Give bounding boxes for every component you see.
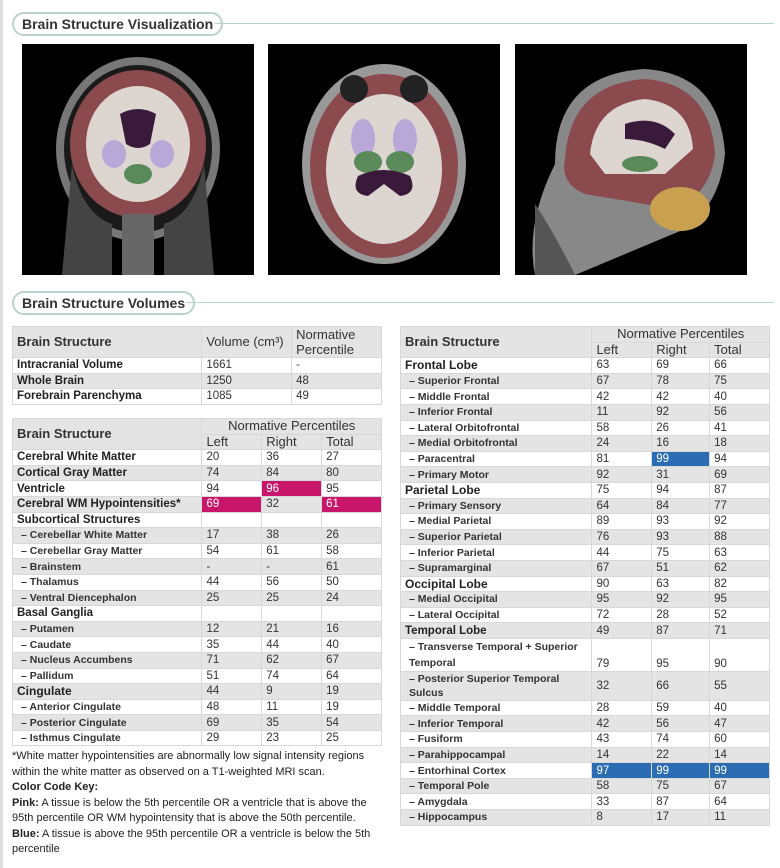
value-cell: 28 bbox=[652, 607, 710, 623]
value-cell: 1250 bbox=[202, 373, 292, 389]
table-row bbox=[13, 543, 382, 559]
value-cell: 49 bbox=[592, 623, 652, 639]
structure-label: – Supramarginal bbox=[401, 560, 592, 576]
table-row bbox=[13, 528, 382, 544]
value-cell: 19 bbox=[322, 699, 382, 715]
volume-table bbox=[12, 326, 382, 405]
table-row bbox=[401, 763, 770, 779]
value-cell: 81 bbox=[592, 451, 652, 467]
value-cell: 95 bbox=[322, 481, 382, 497]
table-row bbox=[13, 481, 382, 497]
table-row bbox=[401, 389, 770, 405]
right-percentile-table bbox=[400, 326, 770, 826]
value-cell: 17 bbox=[202, 528, 262, 544]
value-cell: 87 bbox=[652, 794, 710, 810]
value-cell: 24 bbox=[592, 436, 652, 452]
value-cell: 92 bbox=[710, 514, 770, 530]
table-row bbox=[13, 389, 382, 405]
value-cell: 44 bbox=[202, 574, 262, 590]
value-cell: 61 bbox=[262, 543, 322, 559]
value-cell: 51 bbox=[202, 668, 262, 684]
value-cell: 71 bbox=[202, 652, 262, 668]
structure-label: – Medial Parietal bbox=[401, 514, 592, 530]
structure-label: – Inferior Temporal bbox=[401, 716, 592, 732]
value-cell: 25 bbox=[322, 730, 382, 746]
value-cell: 67 bbox=[592, 373, 652, 389]
structure-label: – Paracentral bbox=[401, 451, 592, 467]
value-cell: 42 bbox=[592, 716, 652, 732]
value-cell: 58 bbox=[592, 420, 652, 436]
structure-label: – Fusiform bbox=[401, 732, 592, 748]
table-row bbox=[13, 358, 382, 374]
table-row bbox=[13, 559, 382, 575]
value-cell: 66 bbox=[652, 671, 710, 700]
structure-label: Ventricle bbox=[13, 481, 202, 497]
value-cell: 77 bbox=[710, 498, 770, 514]
value-cell bbox=[262, 512, 322, 528]
value-cell: 47 bbox=[710, 716, 770, 732]
blue-key-label: Blue: bbox=[12, 827, 40, 840]
value-cell: 56 bbox=[710, 404, 770, 420]
value-cell: 75 bbox=[652, 545, 710, 561]
header-row bbox=[401, 327, 770, 343]
table-row bbox=[401, 514, 770, 530]
value-cell: 23 bbox=[262, 730, 322, 746]
table-row bbox=[401, 545, 770, 561]
visualization-section-header bbox=[12, 11, 223, 36]
value-cell: 75 bbox=[710, 373, 770, 389]
table-row bbox=[13, 574, 382, 590]
table-row bbox=[401, 700, 770, 716]
header-structure: Brain Structure bbox=[401, 327, 592, 358]
value-cell: 89 bbox=[592, 514, 652, 530]
value-cell bbox=[202, 606, 262, 622]
value-cell: 42 bbox=[652, 389, 710, 405]
value-cell: 54 bbox=[202, 543, 262, 559]
value-cell: 90 bbox=[710, 638, 770, 671]
value-cell: 74 bbox=[202, 465, 262, 481]
header-row bbox=[13, 419, 382, 435]
structure-label: – Cerebellar White Matter bbox=[13, 528, 202, 544]
value-cell: 64 bbox=[592, 498, 652, 514]
value-cell: 78 bbox=[652, 373, 710, 389]
value-cell: 93 bbox=[652, 529, 710, 545]
table-row bbox=[401, 607, 770, 623]
value-cell: 44 bbox=[592, 545, 652, 561]
header-structure: Brain Structure bbox=[13, 327, 202, 358]
structure-label: – Inferior Parietal bbox=[401, 545, 592, 561]
value-cell: 27 bbox=[322, 450, 382, 466]
value-cell: 82 bbox=[710, 576, 770, 592]
structure-label: Frontal Lobe bbox=[401, 358, 592, 374]
structure-label: Parietal Lobe bbox=[401, 482, 592, 498]
mri-sagittal-image bbox=[515, 44, 747, 275]
value-cell: 92 bbox=[592, 467, 652, 483]
value-cell: 41 bbox=[710, 420, 770, 436]
table-row bbox=[401, 732, 770, 748]
value-cell: 66 bbox=[710, 358, 770, 374]
structure-label: – Inferior Frontal bbox=[401, 404, 592, 420]
value-cell: 40 bbox=[710, 389, 770, 405]
pink-key-label: Pink: bbox=[12, 796, 39, 809]
value-cell: 64 bbox=[710, 794, 770, 810]
table-row bbox=[13, 652, 382, 668]
value-cell: 35 bbox=[202, 637, 262, 653]
header-left: Left bbox=[592, 342, 652, 358]
value-cell: 90 bbox=[592, 576, 652, 592]
structure-label: Basal Ganglia bbox=[13, 606, 202, 622]
value-cell: 25 bbox=[202, 590, 262, 606]
table-row bbox=[13, 637, 382, 653]
table-row bbox=[13, 512, 382, 528]
page-border bbox=[0, 0, 3, 868]
structure-label: – Posterior Cingulate bbox=[13, 715, 202, 731]
table-row bbox=[13, 606, 382, 622]
header-right: Right bbox=[652, 342, 710, 358]
value-cell: 71 bbox=[710, 623, 770, 639]
value-cell: 25 bbox=[262, 590, 322, 606]
table-row bbox=[401, 451, 770, 467]
table-row bbox=[13, 590, 382, 606]
header-right: Right bbox=[262, 434, 322, 450]
value-cell: 80 bbox=[322, 465, 382, 481]
value-cell bbox=[262, 606, 322, 622]
value-cell: 11 bbox=[262, 699, 322, 715]
wm-footnote: *White matter hypointensities are abnormally low signal intensity regions within the white matter as observed on a T1-weighted MRI scan. bbox=[12, 750, 365, 778]
value-cell-blue: 99 bbox=[652, 451, 710, 467]
structure-label: – Superior Parietal bbox=[401, 529, 592, 545]
value-cell: 75 bbox=[592, 482, 652, 498]
structure-label: – Caudate bbox=[13, 637, 202, 653]
table-row bbox=[401, 778, 770, 794]
table-row bbox=[401, 592, 770, 608]
value-cell: 63 bbox=[592, 358, 652, 374]
value-cell: 69 bbox=[202, 715, 262, 731]
structure-label: – Pallidum bbox=[13, 668, 202, 684]
table-row bbox=[13, 496, 382, 512]
structure-label: Cingulate bbox=[13, 684, 202, 700]
table-row bbox=[401, 373, 770, 389]
value-cell: 8 bbox=[592, 810, 652, 826]
value-cell: 74 bbox=[262, 668, 322, 684]
value-cell: - bbox=[202, 559, 262, 575]
value-cell: 24 bbox=[322, 590, 382, 606]
value-cell: 93 bbox=[652, 514, 710, 530]
value-cell: 48 bbox=[202, 699, 262, 715]
value-cell: 21 bbox=[262, 621, 322, 637]
structure-label: – Medial Occipital bbox=[401, 592, 592, 608]
table-row bbox=[401, 404, 770, 420]
mri-axial-image bbox=[268, 44, 500, 275]
mri-coronal-image bbox=[22, 44, 254, 275]
value-cell: 32 bbox=[262, 496, 322, 512]
value-cell: 76 bbox=[592, 529, 652, 545]
value-cell: 32 bbox=[592, 671, 652, 700]
structure-label: – Hippocampus bbox=[401, 810, 592, 826]
table-row bbox=[13, 373, 382, 389]
table-row bbox=[401, 358, 770, 374]
value-cell: 35 bbox=[262, 715, 322, 731]
table-row bbox=[401, 482, 770, 498]
value-cell: 26 bbox=[322, 528, 382, 544]
value-cell: - bbox=[262, 559, 322, 575]
value-cell: 50 bbox=[322, 574, 382, 590]
table-row bbox=[13, 621, 382, 637]
value-cell: 60 bbox=[710, 732, 770, 748]
value-cell: 11 bbox=[710, 810, 770, 826]
table-row bbox=[401, 671, 770, 700]
section-title: Brain Structure Visualization bbox=[12, 12, 223, 36]
value-cell: 16 bbox=[322, 621, 382, 637]
value-cell: 49 bbox=[292, 389, 382, 405]
footnote bbox=[12, 749, 384, 858]
structure-label: – Superior Frontal bbox=[401, 373, 592, 389]
structure-label: – Temporal Pole bbox=[401, 778, 592, 794]
value-cell: 61 bbox=[322, 559, 382, 575]
value-cell: 58 bbox=[322, 543, 382, 559]
table-row bbox=[13, 465, 382, 481]
value-cell: 44 bbox=[202, 684, 262, 700]
value-cell: 94 bbox=[202, 481, 262, 497]
structure-label: – Medial Orbitofrontal bbox=[401, 436, 592, 452]
value-cell: 75 bbox=[652, 778, 710, 794]
value-cell: 40 bbox=[710, 700, 770, 716]
value-cell: 22 bbox=[652, 747, 710, 763]
header-total: Total bbox=[710, 342, 770, 358]
value-cell: 18 bbox=[710, 436, 770, 452]
value-cell: 95 bbox=[710, 592, 770, 608]
value-cell: 14 bbox=[592, 747, 652, 763]
blue-key-text: A tissue is above the 95th percentile OR a ventricle is below the 5th percentile bbox=[12, 827, 371, 855]
structure-label: – Cerebellar Gray Matter bbox=[13, 543, 202, 559]
table-row bbox=[401, 560, 770, 576]
value-cell: 55 bbox=[710, 671, 770, 700]
divider bbox=[186, 302, 774, 303]
value-cell: 69 bbox=[652, 358, 710, 374]
structure-label: – Lateral Occipital bbox=[401, 607, 592, 623]
value-cell: 94 bbox=[710, 451, 770, 467]
structure-label: Whole Brain bbox=[13, 373, 202, 389]
value-cell-pink: 61 bbox=[322, 496, 382, 512]
table-row bbox=[401, 810, 770, 826]
value-cell: 84 bbox=[262, 465, 322, 481]
value-cell: 11 bbox=[592, 404, 652, 420]
header-normative-percentiles: Normative Percentiles bbox=[202, 419, 382, 435]
structure-label: Temporal Lobe bbox=[401, 623, 592, 639]
structure-label: – Anterior Cingulate bbox=[13, 699, 202, 715]
value-cell-blue: 99 bbox=[652, 763, 710, 779]
structure-label: – Posterior Superior Temporal Sulcus bbox=[401, 671, 592, 700]
value-cell: 72 bbox=[592, 607, 652, 623]
value-cell: 62 bbox=[262, 652, 322, 668]
table-row bbox=[401, 467, 770, 483]
structure-label: – Nucleus Accumbens bbox=[13, 652, 202, 668]
structure-label: Occipital Lobe bbox=[401, 576, 592, 592]
value-cell: 36 bbox=[262, 450, 322, 466]
value-cell: 92 bbox=[652, 404, 710, 420]
value-cell: 51 bbox=[652, 560, 710, 576]
table-row bbox=[401, 436, 770, 452]
table-row bbox=[401, 638, 770, 671]
table-row bbox=[401, 498, 770, 514]
value-cell: 31 bbox=[652, 467, 710, 483]
table-row bbox=[401, 420, 770, 436]
value-cell-blue: 97 bbox=[592, 763, 652, 779]
structure-label: – Putamen bbox=[13, 621, 202, 637]
value-cell: 40 bbox=[322, 637, 382, 653]
structure-label: – Thalamus bbox=[13, 574, 202, 590]
value-cell: 56 bbox=[652, 716, 710, 732]
header-normative-percentiles: Normative Percentiles bbox=[592, 327, 770, 343]
value-cell: 95 bbox=[592, 592, 652, 608]
table-row bbox=[13, 684, 382, 700]
structure-label: Cerebral White Matter bbox=[13, 450, 202, 466]
volumes-section-header bbox=[12, 290, 195, 315]
value-cell: 95 bbox=[652, 638, 710, 671]
section-title: Brain Structure Volumes bbox=[12, 291, 195, 315]
value-cell: 94 bbox=[652, 482, 710, 498]
value-cell: 87 bbox=[652, 623, 710, 639]
value-cell-blue: 99 bbox=[710, 763, 770, 779]
table-row bbox=[401, 623, 770, 639]
value-cell: 14 bbox=[710, 747, 770, 763]
value-cell-pink: 69 bbox=[202, 496, 262, 512]
value-cell: 79 bbox=[592, 638, 652, 671]
divider bbox=[215, 23, 774, 24]
value-cell: 63 bbox=[652, 576, 710, 592]
value-cell: 59 bbox=[652, 700, 710, 716]
structure-label: – Lateral Orbitofrontal bbox=[401, 420, 592, 436]
value-cell: 48 bbox=[292, 373, 382, 389]
header-structure: Brain Structure bbox=[13, 419, 202, 450]
value-cell: 88 bbox=[710, 529, 770, 545]
value-cell: 33 bbox=[592, 794, 652, 810]
value-cell: 26 bbox=[652, 420, 710, 436]
value-cell: 63 bbox=[710, 545, 770, 561]
value-cell: 87 bbox=[710, 482, 770, 498]
value-cell: 43 bbox=[592, 732, 652, 748]
value-cell: 9 bbox=[262, 684, 322, 700]
value-cell: 74 bbox=[652, 732, 710, 748]
value-cell: 69 bbox=[710, 467, 770, 483]
structure-label: – Brainstem bbox=[13, 559, 202, 575]
value-cell: 17 bbox=[652, 810, 710, 826]
value-cell: 28 bbox=[592, 700, 652, 716]
header-left: Left bbox=[202, 434, 262, 450]
value-cell: 1085 bbox=[202, 389, 292, 405]
value-cell: - bbox=[292, 358, 382, 374]
pink-key-text: A tissue is below the 5th percentile OR a ventricle that is above the 95th percentile OR WM hypointensity that is above the 50th percentile. bbox=[12, 796, 367, 824]
value-cell: 58 bbox=[592, 778, 652, 794]
table-row bbox=[401, 716, 770, 732]
table-row bbox=[13, 699, 382, 715]
table-row bbox=[401, 576, 770, 592]
structure-label: – Primary Sensory bbox=[401, 498, 592, 514]
color-key-title: Color Code Key: bbox=[12, 781, 99, 793]
value-cell-pink: 96 bbox=[262, 481, 322, 497]
structure-label: Cerebral WM Hypointensities* bbox=[13, 496, 202, 512]
value-cell: 62 bbox=[710, 560, 770, 576]
value-cell: 56 bbox=[262, 574, 322, 590]
structure-label: – Isthmus Cingulate bbox=[13, 730, 202, 746]
table-row bbox=[13, 730, 382, 746]
value-cell: 54 bbox=[322, 715, 382, 731]
left-percentile-table bbox=[12, 418, 382, 746]
value-cell: 42 bbox=[592, 389, 652, 405]
value-cell: 67 bbox=[592, 560, 652, 576]
structure-label: – Middle Frontal bbox=[401, 389, 592, 405]
value-cell bbox=[322, 606, 382, 622]
value-cell: 44 bbox=[262, 637, 322, 653]
structure-label: – Entorhinal Cortex bbox=[401, 763, 592, 779]
value-cell: 84 bbox=[652, 498, 710, 514]
structure-label: – Transverse Temporal + Superior Temporal bbox=[401, 638, 592, 671]
table-row bbox=[13, 668, 382, 684]
structure-label: – Middle Temporal bbox=[401, 700, 592, 716]
structure-label: – Primary Motor bbox=[401, 467, 592, 483]
value-cell bbox=[322, 512, 382, 528]
structure-label: Forebrain Parenchyma bbox=[13, 389, 202, 405]
header-percentile: Normative Percentile bbox=[292, 327, 382, 358]
structure-label: Intracranial Volume bbox=[13, 358, 202, 374]
value-cell: 38 bbox=[262, 528, 322, 544]
value-cell: 64 bbox=[322, 668, 382, 684]
value-cell: 29 bbox=[202, 730, 262, 746]
value-cell: 20 bbox=[202, 450, 262, 466]
value-cell bbox=[202, 512, 262, 528]
structure-label: – Parahippocampal bbox=[401, 747, 592, 763]
value-cell: 19 bbox=[322, 684, 382, 700]
value-cell: 67 bbox=[710, 778, 770, 794]
value-cell: 52 bbox=[710, 607, 770, 623]
value-cell: 92 bbox=[652, 592, 710, 608]
structure-label: Subcortical Structures bbox=[13, 512, 202, 528]
structure-label: – Amygdala bbox=[401, 794, 592, 810]
table-row bbox=[401, 794, 770, 810]
structure-label: – Ventral Diencephalon bbox=[13, 590, 202, 606]
table-row bbox=[401, 747, 770, 763]
table-row bbox=[13, 450, 382, 466]
value-cell: 67 bbox=[322, 652, 382, 668]
value-cell: 1661 bbox=[202, 358, 292, 374]
value-cell: 12 bbox=[202, 621, 262, 637]
header-volume: Volume (cm³) bbox=[202, 327, 292, 358]
structure-label: Cortical Gray Matter bbox=[13, 465, 202, 481]
value-cell: 16 bbox=[652, 436, 710, 452]
header-total: Total bbox=[322, 434, 382, 450]
table-row bbox=[13, 715, 382, 731]
table-row bbox=[401, 529, 770, 545]
